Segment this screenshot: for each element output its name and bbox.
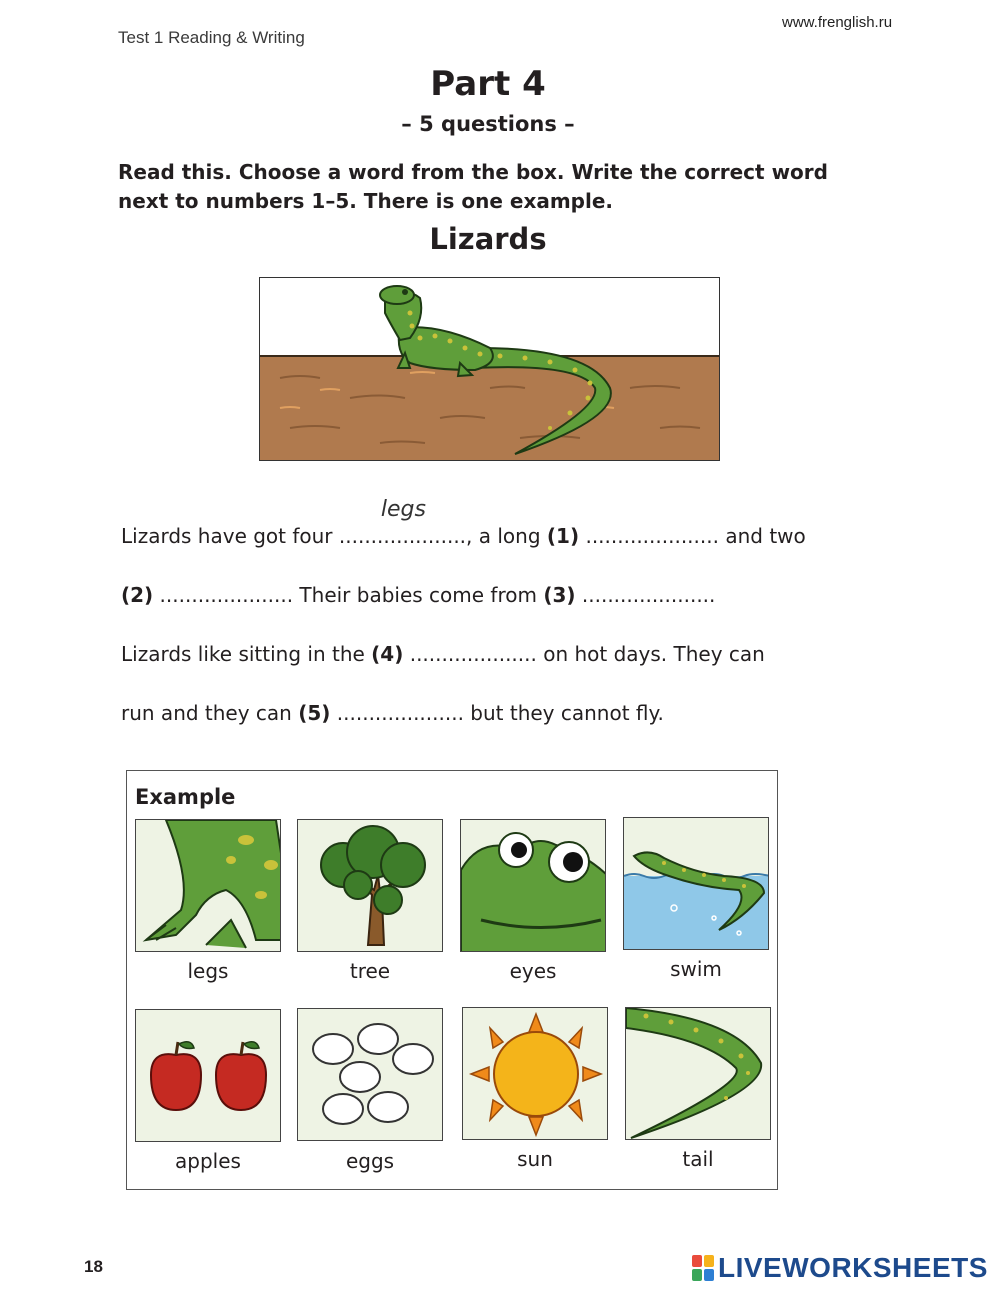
legs-picture (136, 820, 281, 952)
word-box (126, 770, 778, 1190)
example-label: Example (135, 785, 236, 809)
word-tail: tail (682, 1147, 714, 1171)
answer-gap-4[interactable]: .................... on hot days. They can (403, 642, 765, 666)
word-tree: tree (349, 959, 391, 983)
tile-eyes (460, 819, 606, 952)
tail-picture (626, 1008, 771, 1140)
word-legs: legs (187, 959, 229, 983)
swim-picture (624, 818, 769, 950)
story-title: Lizards (429, 222, 547, 256)
answer-gap-5[interactable]: .................... but they cannot fly. (330, 701, 664, 725)
tile-tree (297, 819, 443, 952)
eyes-picture (461, 820, 606, 952)
question-number-2: (2) (121, 583, 154, 607)
story-text: , a long (466, 524, 547, 548)
sun-picture (463, 1008, 608, 1140)
story-text: Lizards have got four (121, 524, 339, 548)
story-text: run and they can (121, 701, 299, 725)
word-eggs: eggs (345, 1149, 395, 1173)
tree-picture (298, 820, 443, 952)
story-line-2 (121, 583, 715, 607)
tile-apples (135, 1009, 281, 1142)
header-section-label: Test 1 Reading & Writing (118, 28, 305, 47)
answer-dots: .................... (338, 524, 467, 548)
word-eyes: eyes (509, 959, 557, 983)
example-answer: legs (380, 497, 426, 522)
eggs-picture (298, 1009, 443, 1141)
question-number-4: (4) (371, 642, 404, 666)
story-line-1 (121, 497, 806, 548)
tile-tail (625, 1007, 771, 1140)
apples-picture (136, 1010, 281, 1142)
tile-eggs (297, 1008, 443, 1141)
word-swim: swim (670, 957, 722, 981)
tile-swim (623, 817, 769, 950)
question-number-3: (3) (543, 583, 576, 607)
page-number: 18 (84, 1257, 103, 1276)
question-number-5: (5) (298, 701, 331, 725)
question-number-1: (1) (546, 524, 580, 548)
story-line-4 (121, 701, 664, 725)
example-gap (338, 497, 467, 548)
instructions: Read this. Choose a word from the box. Write the correct word next to numbers 1–5. There is one example. (118, 160, 828, 213)
lizard-picture (260, 278, 720, 461)
brand-name: LIVEWORKSHEETS (718, 1252, 988, 1283)
word-apples: apples (175, 1149, 241, 1173)
liveworksheets-icon (692, 1255, 714, 1281)
answer-gap-3[interactable]: ..................... (575, 583, 716, 607)
tile-sun (462, 1007, 608, 1140)
header-website: www.frenglish.ru (782, 14, 893, 31)
story-text: Lizards like sitting in the (121, 642, 372, 666)
word-sun: sun (517, 1147, 553, 1171)
story-line-3 (121, 642, 765, 666)
answer-gap-1[interactable]: ..................... and two (579, 524, 806, 548)
liveworksheets-logo (692, 1252, 988, 1284)
tile-legs (135, 819, 281, 952)
lizard-illustration (259, 277, 720, 461)
part-subtitle: – 5 questions – (401, 112, 575, 136)
answer-gap-2[interactable]: ..................... Their babies come from (153, 583, 544, 607)
part-title: Part 4 (430, 64, 546, 104)
